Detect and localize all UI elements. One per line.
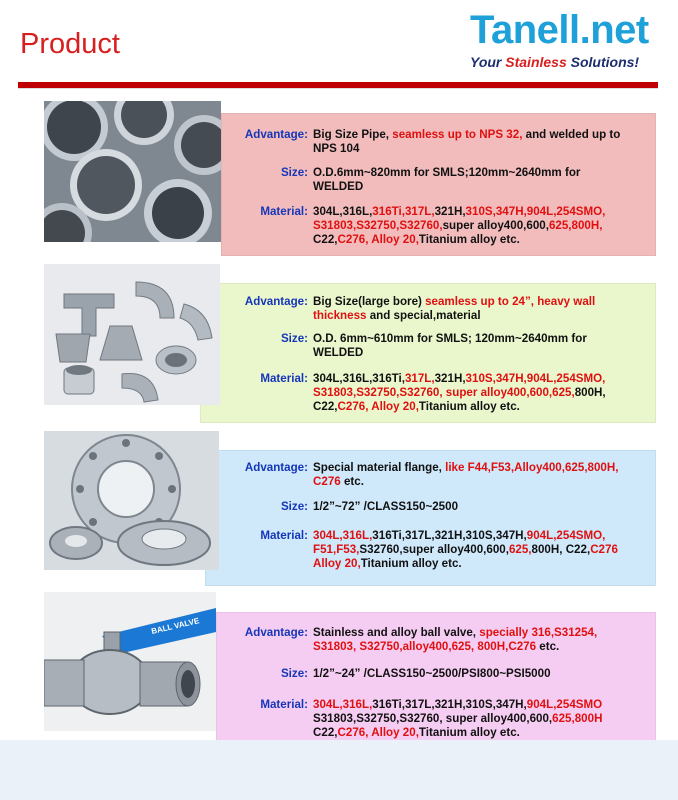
text-segment: seamless up to NPS 32, [392,128,523,141]
text-segment: S31803,S32750,S32760, super alloy400,600, [313,712,553,725]
material-label: Material: [260,698,308,711]
text-segment: Big Size Pipe, [313,128,393,141]
text-segment: 1/2”~24” /CLASS150~2500/PSI800~PSI5000 [313,667,551,680]
text-segment: Stainless and alloy ball valve, [313,626,480,639]
text-segment: 1/2”~72” /CLASS150~2500 [313,500,459,513]
text-segment: Titanium alloy etc. [418,233,520,246]
size-label: Size: [280,166,308,179]
fittings-advantage-line-1 [313,295,595,309]
page-title: Product [20,28,120,60]
pipe-size-line-2 [313,180,363,194]
tagline-end: Solutions! [566,54,640,70]
advantage-label: Advantage: [244,626,308,639]
flanges-image [44,431,219,570]
text-segment: NPS 104 [313,142,360,155]
text-segment: 625, [508,543,532,556]
valve-material-line-3 [313,726,520,740]
material-label: Material: [260,205,308,218]
valve-advantage-line-2 [313,640,559,654]
text-segment: Titanium alloy etc. [418,726,520,739]
page-footer-band [0,740,678,800]
fittings-material-line-2 [313,386,606,400]
text-segment: S31803,S32750,S32760, [313,219,443,232]
text-segment: like F44,F53,Alloy400,625,800H, [445,461,619,474]
text-segment: 316Ti,317L,321H,310S,347H, [372,529,527,542]
text-segment: C22, [313,400,338,413]
text-segment: specially 316,S31254, [479,626,598,639]
flange-advantage-line-2 [313,475,364,489]
flange-material-line-2 [313,543,618,557]
flange-material-line-3 [313,557,462,571]
text-segment: seamless up to 24”, heavy wall [425,295,596,308]
text-segment: 321H, [434,372,466,385]
text-segment: 625,800H, [548,219,603,232]
text-segment: 625,800H [552,712,603,725]
text-segment: S31803,S32750,S32760, super alloy400,600,625, [313,386,575,399]
text-segment: 316Ti,317L, [372,205,435,218]
flange-size-line-1 [313,500,458,514]
brand-logo: Tanell.net [470,8,649,52]
fittings-material-line-3 [313,400,520,414]
pipes-image [44,101,221,242]
pipe-advantage-line-2 [313,142,359,156]
text-segment: C276 [313,475,341,488]
text-segment: and welded up to [522,128,621,141]
fittings-material-line-1 [313,372,605,386]
valve-material-line-2 [313,712,602,726]
text-segment: 310S,347H,904L,254SMO, [465,205,606,218]
fittings-size-line-2 [313,346,363,360]
flange-advantage-line-1 [313,461,618,475]
text-segment: Big Size(large bore) [313,295,426,308]
text-segment: thickness [313,309,367,322]
pipe-material-line-2 [313,219,602,233]
text-segment: C276, Alloy 20, [337,726,419,739]
text-segment: 321H, [434,205,466,218]
material-label: Material: [260,529,308,542]
text-segment: C276, Alloy 20, [337,233,419,246]
text-segment: 304L,316L, [313,698,373,711]
text-segment: C22, [313,726,338,739]
text-segment: etc. [536,640,560,653]
advantage-label: Advantage: [244,295,308,308]
text-segment: O.D.6mm~820mm for SMLS;120mm~2640mm for [313,166,581,179]
text-segment: WELDED [313,346,364,359]
pipe-size-line-1 [313,166,580,180]
text-segment: 800H, C22, [531,543,591,556]
valve-material-line-1 [313,698,602,712]
fittings-image [44,264,220,405]
text-segment: 310S,347H,904L,254SMO, [465,372,606,385]
pipe-advantage-line-1 [313,128,620,142]
size-label: Size: [280,667,308,680]
material-label: Material: [260,372,308,385]
tagline-stainless: Stainless [505,54,567,70]
text-segment: O.D. 6mm~610mm for SMLS; 120mm~2640mm for [313,332,587,345]
valve-handle-text: BALL VALVE [150,616,201,636]
text-segment: 904L,254SMO, [526,529,606,542]
text-segment: and special,material [366,309,481,322]
valve-size-line-1 [313,667,551,681]
fittings-size-line-1 [313,332,587,346]
text-segment: F51,F53, [313,543,360,556]
text-segment: 316Ti,317L,321H,310S,347H, [372,698,527,711]
size-label: Size: [280,332,308,345]
text-segment: 904L,254SMO [526,698,603,711]
text-segment: S31803, S32750,alloy400,625, 800H,C276 [313,640,537,653]
flange-material-line-1 [313,529,605,543]
text-segment: Titanium alloy etc. [418,400,520,413]
text-segment: Special material flange, [313,461,446,474]
text-segment: 304L,316L, [313,205,373,218]
text-segment: 304L,316L, [313,529,373,542]
text-segment: C22, [313,233,338,246]
tagline-start: Your [470,54,506,70]
text-segment: 304L,316L,316Ti, [313,372,405,385]
text-segment: 317L, [404,372,435,385]
pipe-material-line-1 [313,205,605,219]
valve-advantage-line-1 [313,626,597,640]
advantage-label: Advantage: [244,128,308,141]
text-segment: etc. [340,475,364,488]
text-segment: 800H, [574,386,606,399]
fittings-advantage-line-2 [313,309,481,323]
ball-valve-image [44,592,216,731]
header-divider [18,82,658,89]
size-label: Size: [280,500,308,513]
pipe-material-line-3 [313,233,520,247]
text-segment: Alloy 20, [313,557,361,570]
text-segment: Titanium alloy etc. [360,557,462,570]
text-segment: C276, Alloy 20, [337,400,419,413]
text-segment: C276 [590,543,618,556]
advantage-label: Advantage: [244,461,308,474]
text-segment: S32760,super alloy400,600, [359,543,509,556]
text-segment: WELDED [313,180,364,193]
text-segment: super alloy400,600, [442,219,549,232]
brand-tagline [470,54,639,70]
